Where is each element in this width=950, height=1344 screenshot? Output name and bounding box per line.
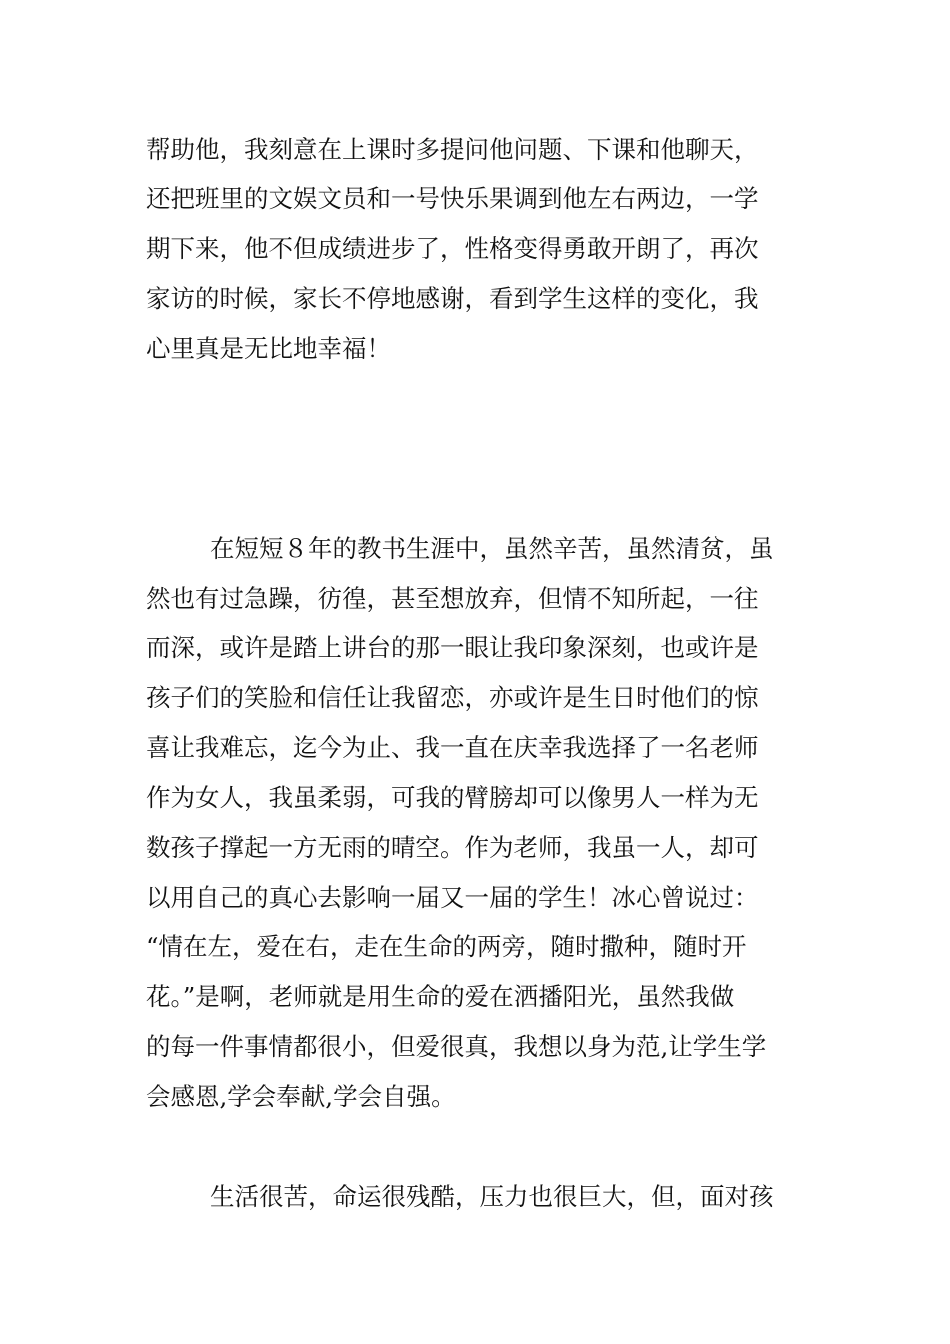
text-line: 家访的时候，家长不停地感谢，看到学生这样的变化，我: [146, 284, 759, 313]
text-line: 喜让我难忘，迄今为止、我一直在庆幸我选择了一名老师: [146, 733, 759, 762]
text-line: 在短短８年的教书生涯中，虽然辛苦，虽然清贫，虽: [210, 534, 774, 563]
text-line: 以用自己的真心去影响一届又一届的学生！冰心曾说过：: [146, 883, 759, 912]
text-line: 作为女人，我虽柔弱，可我的臂膀却可以像男人一样为无: [146, 783, 759, 812]
text-line: 心里真是无比地幸福！: [146, 334, 391, 363]
text-line: 花。”是啊，老师就是用生命的爱在洒播阳光，虽然我做: [146, 982, 735, 1011]
text-line: 期下来，他不但成绩进步了，性格变得勇敢开朗了，再次: [146, 234, 759, 263]
text-line: “情在左，爱在右，走在生命的两旁，随时撒种，随时开: [146, 932, 747, 961]
text-line: 孩子们的笑脸和信任让我留恋，亦或许是生日时他们的惊: [146, 683, 759, 712]
text-line: 帮助他，我刻意在上课时多提问他问题、下课和他聊天，: [146, 135, 759, 164]
text-line: 生活很苦，命运很残酷，压力也很巨大，但，面对孩: [210, 1182, 774, 1211]
text-line: 还把班里的文娱文员和一号快乐果调到他左右两边，一学: [146, 184, 759, 213]
text-line: 的每一件事情都很小，但爱很真，我想以身为范,让学生学: [146, 1032, 767, 1061]
text-line: 而深，或许是踏上讲台的那一眼让我印象深刻，也或许是: [146, 633, 759, 662]
text-line: 数孩子撑起一方无雨的晴空。作为老师，我虽一人，却可: [146, 833, 759, 862]
text-line: 然也有过急躁，彷徨，甚至想放弃，但情不知所起，一往: [146, 584, 759, 613]
text-line: 会感恩,学会奉献,学会自强。: [146, 1082, 456, 1111]
